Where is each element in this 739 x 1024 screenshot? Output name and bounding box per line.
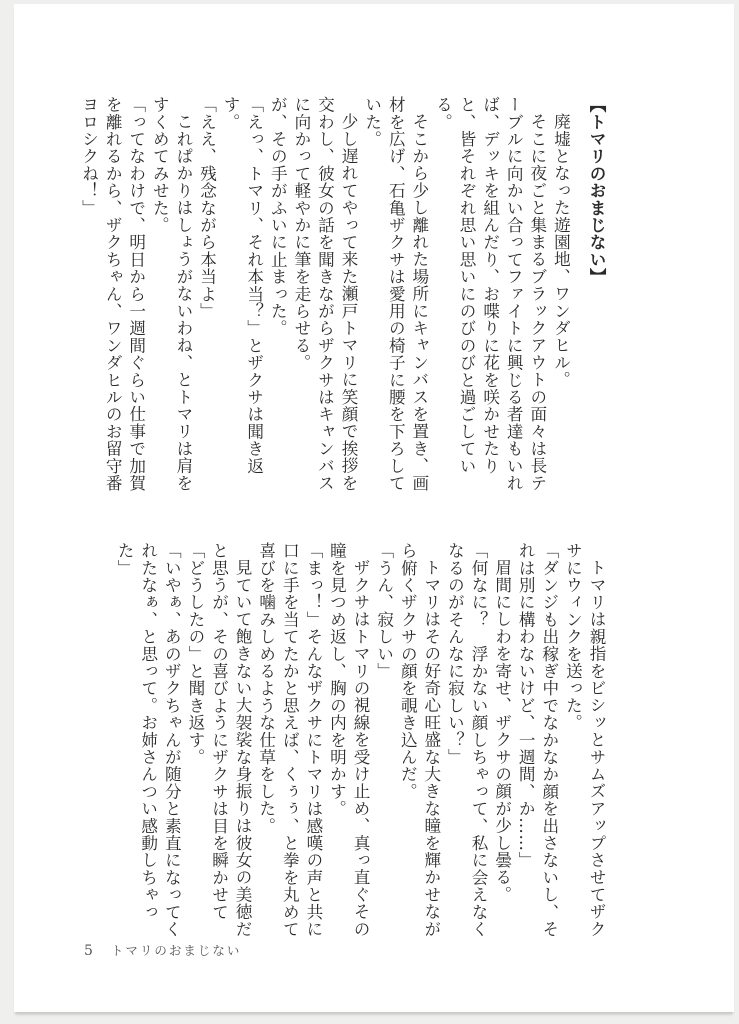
paragraph: 眉間にしわを寄せ、ザクサの顔が少し曇る。	[492, 558, 512, 903]
page-footer	[84, 941, 241, 959]
paragraph: トマリはその好奇心旺盛な大きな瞳を輝かせながら俯くザクサの顔を覗き込んだ。	[398, 542, 441, 937]
paragraph: 少し遅れてやって来た瀬戸トマリに笑顔で挨拶を交わし、彼女の話を聞きながらザクサはキャンバスに向かって軽やかに筆を走らせる。	[291, 96, 359, 492]
running-title: トマリのおまじない	[110, 943, 242, 958]
paragraph: が、その手がふいに止まった。	[268, 96, 288, 337]
dialogue-line: 「まっ！」そんなザクサにトマリは感嘆の声と共に口に手を当てたかと思えば、くぅぅ、と拳を丸めて喜びを噛みしめるような仕草をした。	[256, 542, 323, 938]
dialogue-line: 「うん、寂しい」	[374, 542, 394, 680]
paragraph: 廃墟となった遊園地、ワンダヒル。	[551, 112, 571, 388]
document-page	[14, 4, 734, 1012]
paragraph: そこから少し離れた場所にキャンバスを置き、画材を広げ、石亀ザクサは愛用の椅子に腰を下ろしていた。	[362, 96, 429, 492]
page-number: 5	[84, 943, 93, 959]
chapter-title: 【トマリのおまじない】	[587, 96, 607, 286]
dialogue-line: 「ってなわけで、明日から一週間ぐらい仕事で加賀を離れるから、ザクちゃん、ワンダヒルのお留守番ヨロシクね！」	[79, 96, 146, 492]
paragraph: 見ていて飽きない大袈裟な身振りは彼女の美徳だと思うが、その喜びようにザクサは目を瞬かせて「どうしたの」と聞き返す。	[185, 542, 253, 937]
paragraph: そこに夜ごと集まるブラックアウトの面々は長テーブルに向かい合ってファイトに興じる者達もいれば、デッキを組んだり、お喋りに花を咲かせたりと、皆それぞれ思い思いにのびのびと過ごしている。	[433, 96, 547, 492]
dialogue-line: 「いやぁ、あのザクちゃんが随分と素直になってくれたなぁ、と思って。お姉さんつい感動しちゃった」	[115, 542, 182, 938]
dialogue-line: 「えっ、トマリ、それ本当？」とザクサは聞き返す。	[221, 96, 264, 475]
text-block-bottom	[113, 542, 608, 942]
paragraph: ザクサはトマリの視線を受け止め、真っ直ぐその瞳を見つめ返し、胸の内を明かす。	[327, 542, 371, 937]
dialogue-line: 「ええ、残念ながら本当よ」	[197, 96, 217, 320]
paragraph: トマリは親指をビシッとサムズアップさせてザクサにウィンクを送った。	[563, 542, 606, 937]
dialogue-line: 「ダンジも出稼ぎ中でなかなか顔を出さないし、それは別に構わないけど、一週間、か……」	[516, 542, 559, 938]
paragraph: これぱかりはしょうがないわね、とトマリは肩をすくめてみせた。	[150, 96, 193, 491]
text-block-top	[77, 96, 608, 496]
dialogue-line: 「何なに？ 浮かない顔しちゃって、私に会えなくなるのがそんなに寂しい？」	[445, 542, 489, 938]
